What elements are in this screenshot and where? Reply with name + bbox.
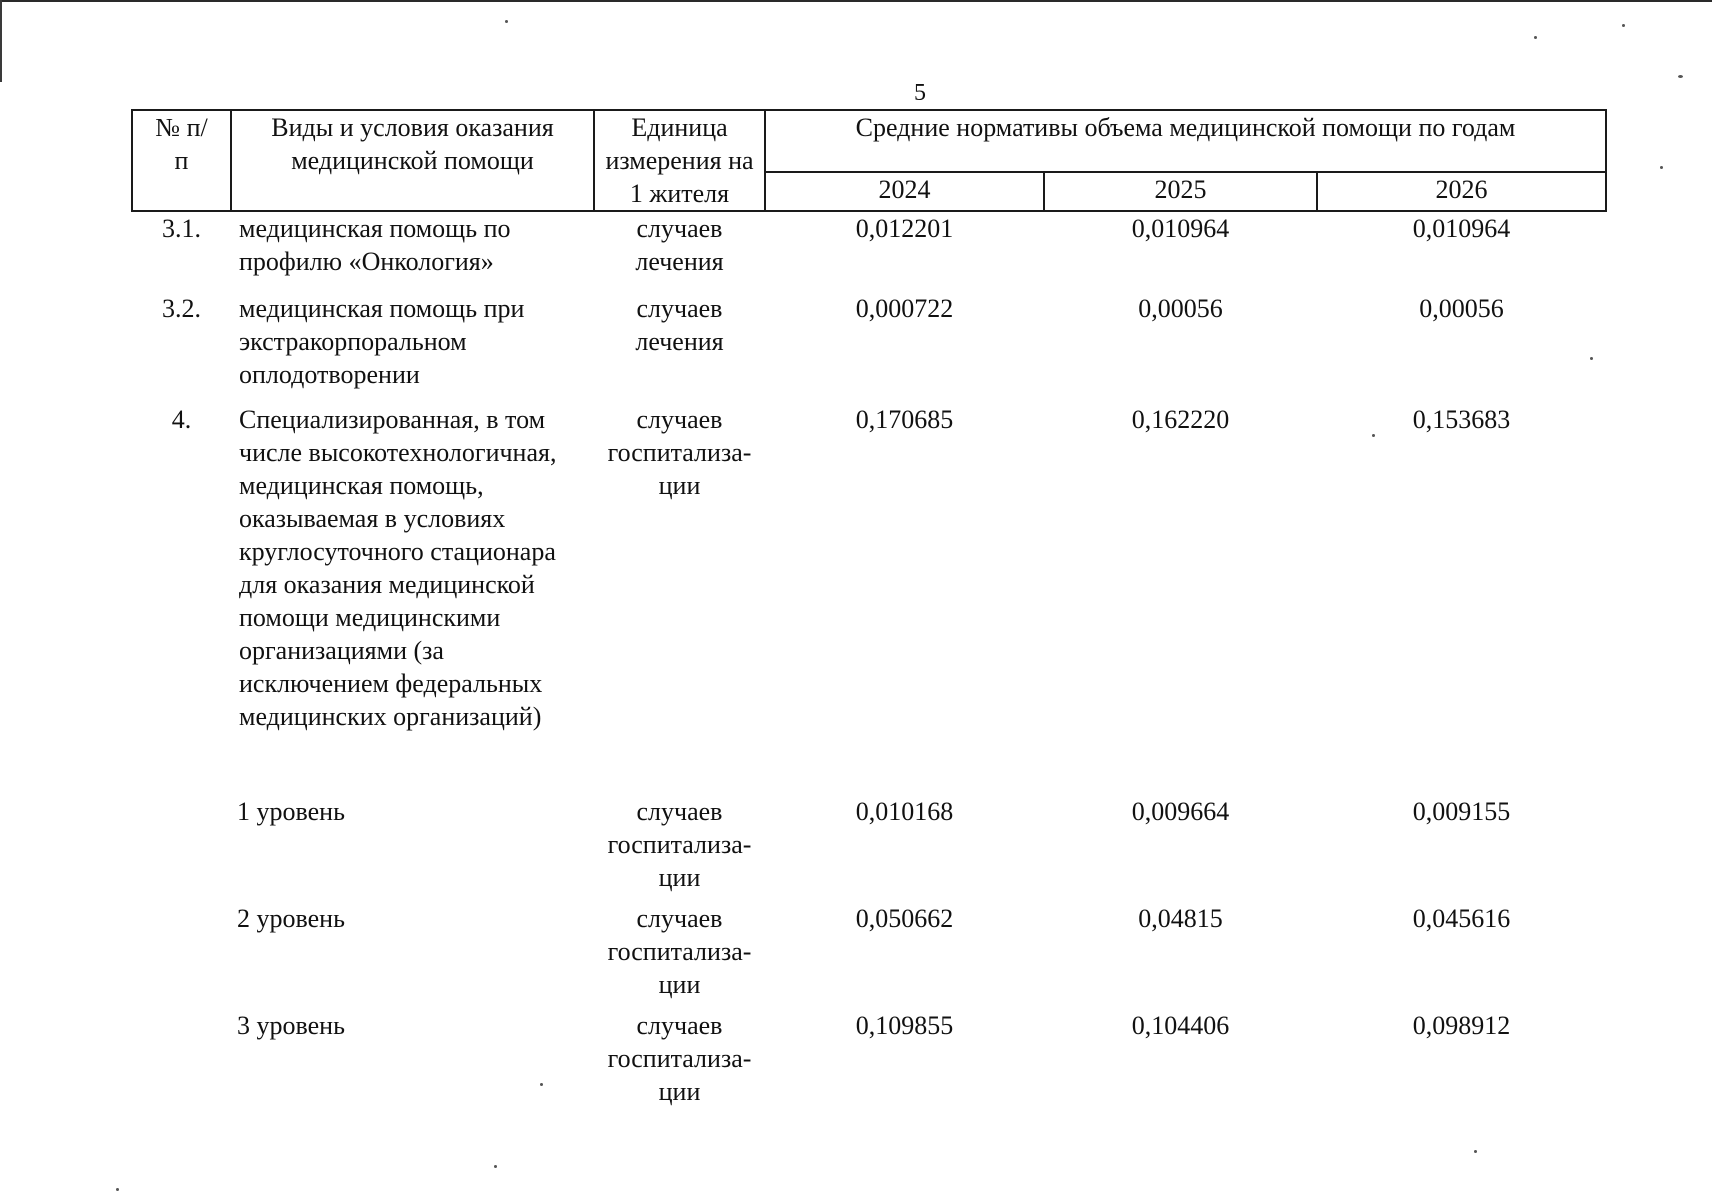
value-2026: 0,009155 — [1412, 797, 1511, 826]
value-2026: 0,010964 — [1412, 214, 1511, 243]
scan-edge-left — [0, 0, 2, 82]
value-2026: 0,045616 — [1412, 904, 1511, 933]
table-row — [132, 403, 1606, 795]
table-row — [132, 292, 1606, 403]
header-year-2024: 2024 — [765, 172, 1044, 211]
row-type: 1 уровень — [237, 797, 345, 826]
scan-speck — [1372, 434, 1375, 437]
value-2025: 0,009664 — [1131, 797, 1230, 826]
scan-speck — [1660, 166, 1663, 169]
row-type: медицинская помощь при экстракорпоральном оплодотворении — [239, 294, 525, 389]
row-unit: случаев госпитализа-ции — [607, 405, 752, 500]
value-2025: 0,162220 — [1131, 405, 1230, 434]
scan-speck — [1534, 36, 1537, 39]
value-2024: 0,050662 — [855, 904, 954, 933]
row-unit: случаев госпитализа-ции — [607, 797, 752, 892]
scan-speck — [116, 1188, 119, 1191]
value-2025: 0,04815 — [1138, 904, 1223, 933]
row-unit: случаев лечения — [635, 214, 724, 276]
value-2026: 0,153683 — [1412, 405, 1511, 434]
scan-speck — [1622, 24, 1625, 27]
value-2026: 0,00056 — [1419, 294, 1504, 323]
scan-speck — [505, 20, 508, 23]
row-unit: случаев госпитализа-ции — [607, 1011, 752, 1106]
row-type: 2 уровень — [237, 904, 345, 933]
header-unit: Единица измерения на 1 жителя — [594, 110, 765, 211]
scan-speck — [1474, 1150, 1477, 1153]
row-number: 4. — [171, 405, 192, 434]
value-2025: 0,00056 — [1138, 294, 1223, 323]
value-2024: 0,000722 — [855, 294, 954, 323]
row-number: 3.1. — [162, 214, 201, 243]
value-2024: 0,170685 — [855, 405, 954, 434]
norms-table — [131, 109, 1607, 1109]
row-unit: случаев госпитализа-ции — [607, 904, 752, 999]
row-number — [132, 1009, 231, 1109]
row-number — [132, 902, 231, 1009]
table-row — [132, 902, 1606, 1009]
value-2026: 0,098912 — [1412, 1011, 1511, 1040]
row-number: 3.2. — [162, 294, 201, 323]
row-type: медицинская помощь по профилю «Онкология» — [239, 214, 511, 276]
page-number: 5 — [914, 80, 926, 106]
scan-speck — [1590, 357, 1593, 360]
value-2025: 0,104406 — [1131, 1011, 1230, 1040]
row-number — [132, 795, 231, 902]
table-row — [132, 795, 1606, 902]
header-years-group: Средние нормативы объема медицинской помощи по годам — [765, 110, 1606, 172]
scan-edge-top — [0, 0, 1712, 2]
table-row — [132, 1009, 1606, 1109]
header-year-2025: 2025 — [1044, 172, 1317, 211]
row-type: Специализированная, в том числе высокотехнологичная, медицинская помощь, оказываемая в условиях круглосуточного стационара для оказания медицинской помощи медицинскими организациями (за исключением федеральных медицинских организаций) — [239, 405, 557, 731]
value-2024: 0,012201 — [855, 214, 954, 243]
row-type: 3 уровень — [237, 1011, 345, 1040]
value-2024: 0,010168 — [855, 797, 954, 826]
table-row — [132, 211, 1606, 292]
scan-speck — [494, 1165, 497, 1168]
header-year-2026: 2026 — [1317, 172, 1606, 211]
value-2024: 0,109855 — [855, 1011, 954, 1040]
value-2025: 0,010964 — [1131, 214, 1230, 243]
scan-speck — [540, 1083, 543, 1086]
scan-speck — [1678, 75, 1683, 78]
header-num: № п/п — [132, 110, 231, 211]
row-unit: случаев лечения — [635, 294, 724, 356]
header-type: Виды и условия оказания медицинской помощи — [231, 110, 594, 211]
